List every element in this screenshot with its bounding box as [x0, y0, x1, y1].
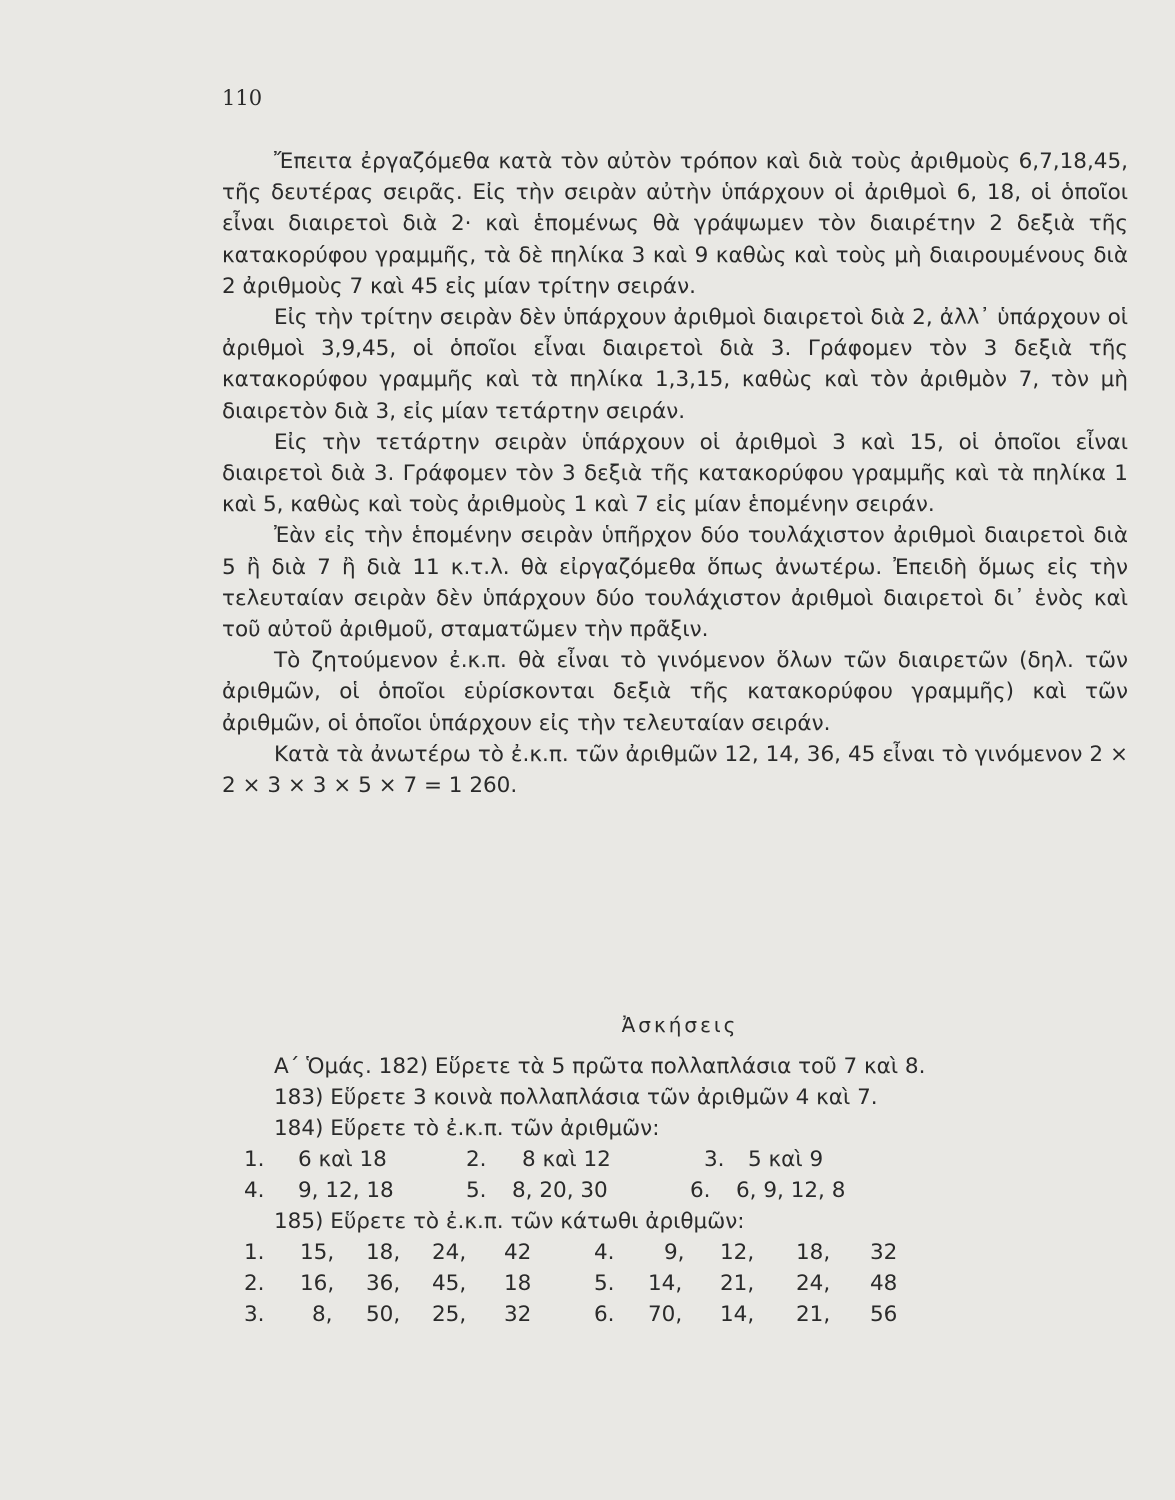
item-number: 5. — [466, 1178, 487, 1203]
item-value: 36, — [366, 1271, 401, 1296]
item-value: 16, — [300, 1271, 335, 1296]
item-value: 9, — [664, 1240, 685, 1265]
item-number: 1. — [244, 1240, 265, 1265]
item-value: 15, — [300, 1240, 335, 1265]
item-value: 24, — [796, 1271, 831, 1296]
exercise-185-row — [222, 1268, 1128, 1299]
item-value: 12, — [720, 1240, 755, 1265]
exercise-184-row — [222, 1144, 1128, 1175]
item-value: 18, — [366, 1240, 401, 1265]
paragraph: Εἰς τὴν τρίτην σειρὰν δὲν ὑπάρχουν ἀριθμοὶ διαιρετοὶ διὰ 2, ἀλλ᾿ ὑπάρχουν οἱ ἀριθμοὶ 3,9,45, οἱ ὁποῖοι εἶναι διαιρετοὶ διὰ 3. Γράφομεν τὸν 3 δεξιὰ τῆς κατακορύφου γραμμῆς καὶ τὰ πηλίκα 1,3,15, καθὼς καὶ τὸν ἀριθμὸν 7, τὸν μὴ διαιρετὸν διὰ 3, εἰς μίαν τετάρτην σειράν. — [222, 305, 1128, 424]
exercises-section — [222, 996, 1128, 1330]
item-number: 1. — [244, 1147, 265, 1172]
item-number: 5. — [594, 1271, 615, 1296]
item-number: 4. — [244, 1178, 265, 1203]
item-value: 8, 20, 30 — [512, 1178, 608, 1203]
item-value: 8 καὶ 12 — [522, 1147, 611, 1172]
item-value: 50, — [366, 1302, 401, 1327]
item-value: 14, — [720, 1302, 755, 1327]
item-number: 3. — [244, 1302, 265, 1327]
paragraph: Εἰς τὴν τετάρτην σειρὰν ὑπάρχουν οἱ ἀριθμοὶ 3 καὶ 15, οἱ ὁποῖοι εἶναι διαιρετοὶ διὰ 3. Γράφομεν τὸν 3 δεξιὰ τῆς κατακορύφου γραμμῆς καὶ τὰ πηλίκα 1 καὶ 5, καθὼς καὶ τοὺς ἀριθμοὺς 1 καὶ 7 εἰς μίαν ἑπομένην σειράν. — [222, 429, 1128, 518]
item-value: 6 καὶ 18 — [298, 1147, 387, 1172]
paragraph: Κατὰ τὰ ἀνωτέρω τὸ ἐ.κ.π. τῶν ἀριθμῶν 12, 14, 36, 45 εἶναι τὸ γινόμενον 2 × 2 × 3 × 3 × 5 × 7 = 1 260. — [222, 741, 1128, 799]
item-value: 9, 12, 18 — [298, 1178, 394, 1203]
item-value: 21, — [720, 1271, 755, 1296]
paragraph: Ἔπειτα ἐργαζόμεθα κατὰ τὸν αὐτὸν τρόπον καὶ διὰ τοὺς ἀριθμοὺς 6,7,18,45, τῆς δευτέρας σειρᾶς. Εἰς τὴν σειρὰν αὐτὴν ὑπάρχουν οἱ ἀριθμοὶ 6, 18, οἱ ὁποῖοι εἶναι διαιρετοὶ διὰ 2· καὶ ἑπομένως θὰ γράψωμεν τὸν διαιρέτην 2 δεξιὰ τῆς κατακορύφου γραμμῆς, τὰ δὲ πηλίκα 3 καὶ 9 καθὼς καὶ τοὺς μὴ διαιρουμένους διὰ 2 ἀριθμοὺς 7 καὶ 45 εἰς μίαν τρίτην σειράν. — [222, 149, 1128, 299]
item-value: 48 — [870, 1271, 898, 1296]
item-value: 24, — [432, 1240, 467, 1265]
item-number: 4. — [594, 1240, 615, 1265]
exercises-heading: Ἀσκήσεις — [621, 1013, 739, 1037]
exercise-184: 184) Εὕρετε τὸ ἐ.κ.π. τῶν ἀριθμῶν: — [274, 1116, 660, 1141]
item-number: 2. — [244, 1271, 265, 1296]
exercise-183: 183) Εὕρετε 3 κοινὰ πολλαπλάσια τῶν ἀριθμῶν 4 καὶ 7. — [274, 1085, 878, 1110]
item-value: 32 — [870, 1240, 898, 1265]
item-number: 6. — [690, 1178, 711, 1203]
item-value: 56 — [870, 1302, 898, 1327]
item-value: 14, — [648, 1271, 683, 1296]
paragraph: Ἐὰν εἰς τὴν ἑπομένην σειρὰν ὑπῆρχον δύο τουλάχιστον ἀριθμοὶ διαιρετοὶ διὰ 5 ἢ διὰ 7 ἢ διὰ 11 κ.τ.λ. θὰ εἰργαζόμεθα ὅπως ἀνωτέρω. Ἐπειδὴ ὅμως εἰς τὴν τελευταίαν σειρὰν δὲν ὑπάρχουν δύο τουλάχιστον ἀριθμοὶ διαιρετοὶ δι᾿ ἑνὸς καὶ τοῦ αὐτοῦ ἀριθμοῦ, σταματῶμεν τὴν πρᾶξιν. — [222, 523, 1128, 643]
item-number: 2. — [466, 1147, 487, 1172]
exercise-185-row — [222, 1299, 1128, 1330]
paragraph: Τὸ ζητούμενον ἐ.κ.π. θὰ εἶναι τὸ γινόμενον ὅλων τῶν διαιρετῶν (δηλ. τῶν ἀριθμῶν, οἱ ὁποῖοι εὑρίσκονται δεξιὰ τῆς κατακορύφου γραμμῆς) καὶ τῶν ἀριθμῶν, οἱ ὁποῖοι ὑπάρχουν εἰς τὴν τελευταίαν σειράν. — [222, 648, 1128, 736]
item-number: 6. — [594, 1302, 615, 1327]
exercise-182: Α΄ Ὁμάς. 182) Εὕρετε τὰ 5 πρῶτα πολλαπλάσια τοῦ 7 καὶ 8. — [274, 1054, 926, 1079]
item-value: 21, — [796, 1302, 831, 1327]
item-number: 3. — [704, 1147, 725, 1172]
exercise-185: 185) Εὕρετε τὸ ἐ.κ.π. τῶν κάτωθι ἀριθμῶν: — [274, 1209, 745, 1234]
exercise-185-row — [222, 1237, 1128, 1268]
item-value: 18 — [504, 1271, 532, 1296]
item-value: 42 — [504, 1240, 532, 1265]
item-value: 70, — [648, 1302, 683, 1327]
page-number: 110 — [222, 86, 263, 110]
item-value: 18, — [796, 1240, 831, 1265]
exercise-184-row — [222, 1175, 1128, 1206]
item-value: 45, — [432, 1271, 467, 1296]
item-value: 5 καὶ 9 — [748, 1147, 824, 1172]
item-value: 6, 9, 12, 8 — [736, 1178, 846, 1203]
item-value: 25, — [432, 1302, 467, 1327]
item-value: 32 — [504, 1302, 532, 1327]
item-value: 8, — [312, 1302, 333, 1327]
body-text — [222, 146, 1128, 801]
